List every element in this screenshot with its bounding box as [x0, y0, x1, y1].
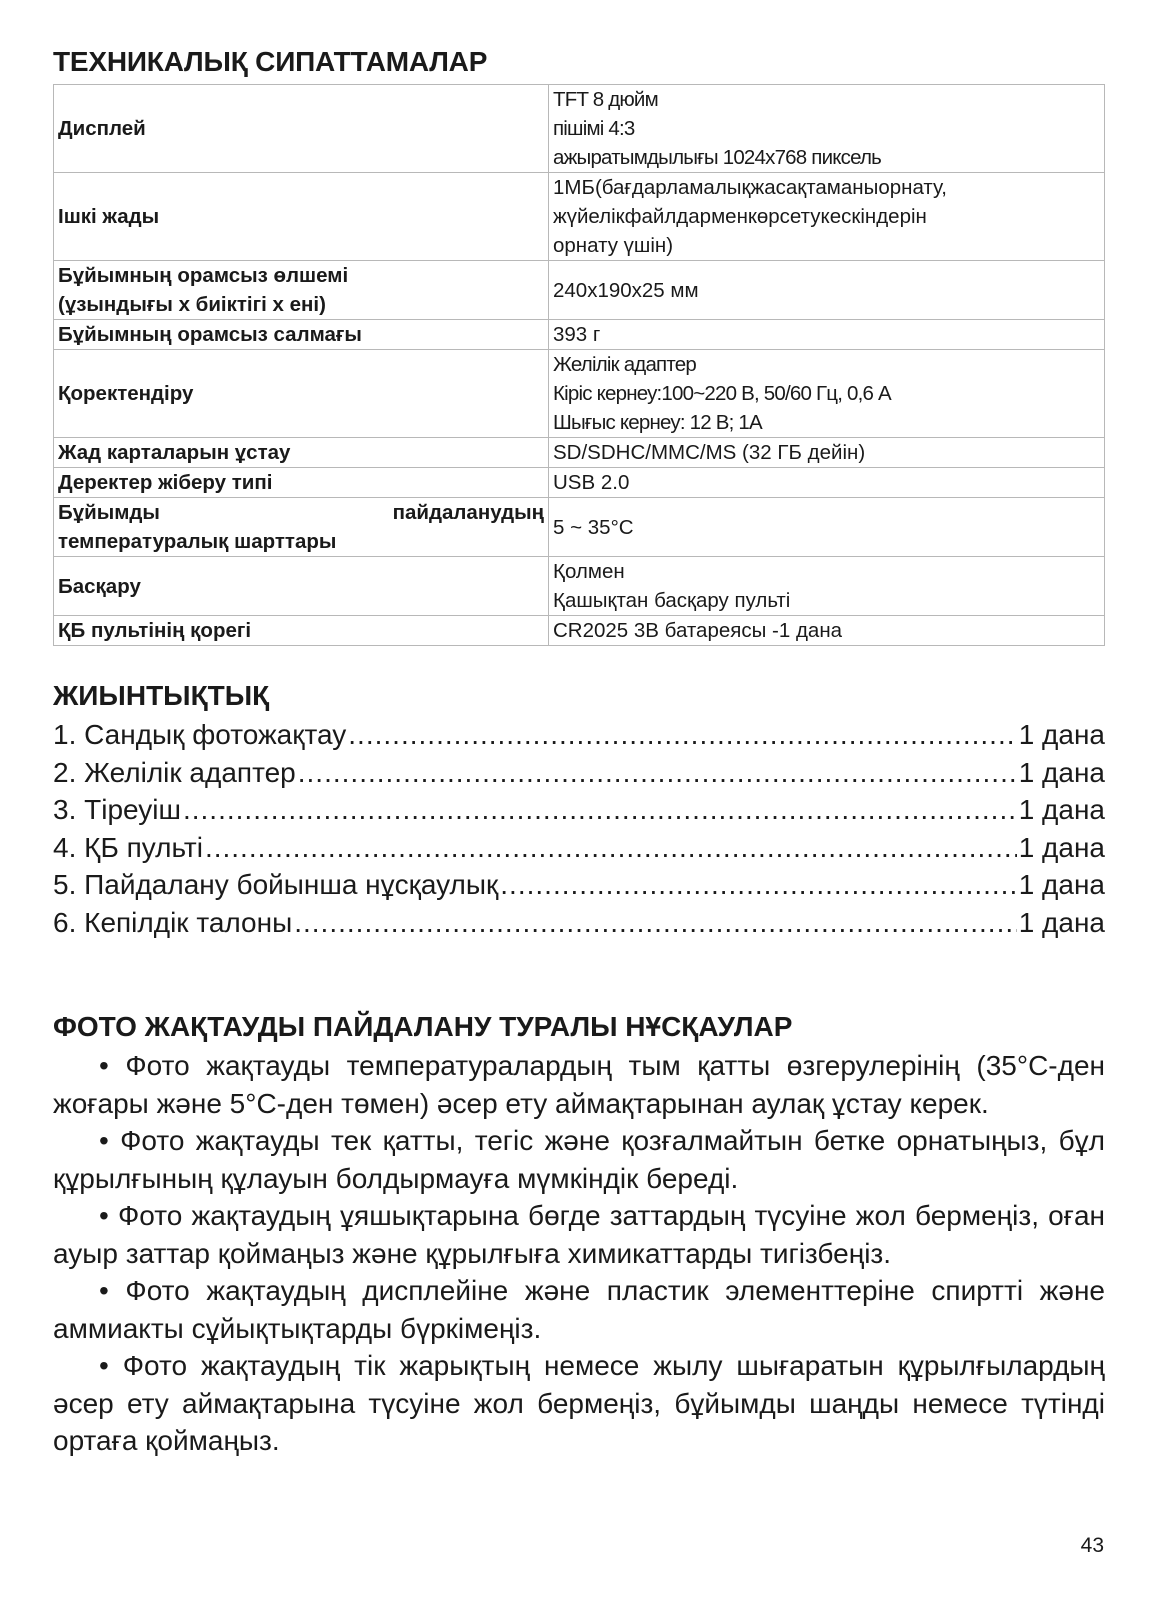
word: жүйелік — [553, 205, 625, 228]
word: жасақтаманы — [750, 176, 879, 199]
word: (бағдарламалық — [594, 176, 751, 199]
spec-row-control — [54, 557, 1105, 616]
leader-dots — [294, 904, 1016, 942]
spec-value-line — [553, 173, 1100, 202]
instruction-paragraph: • Фото жақтаудың дисплейіне және пластик элементтеріне спиртті және аммиакты сұйықтықтарды бүркімеңіз. — [53, 1275, 1105, 1344]
spec-value-line — [553, 202, 1100, 231]
word: пайдаланудың — [392, 501, 544, 524]
leader-dots — [183, 791, 1017, 829]
spec-key: Дисплей — [54, 85, 549, 173]
kit-item-qty: 1 дана — [1018, 831, 1105, 863]
spec-table — [53, 84, 1105, 646]
kit-item-qty: 1 дана — [1018, 756, 1105, 788]
spec-title: ТЕХНИКАЛЫҚ СИПАТТАМАЛАР — [53, 46, 488, 77]
instruction-paragraph: • Фото жақтауды тек қатты, тегіс және қозғалмайтын бетке орнатыңыз, бұл құрылғының құлауын болдырмауға мүмкіндік береді. — [53, 1125, 1105, 1194]
spec-value-line: Қолмен — [553, 560, 625, 583]
spec-value-line: пішімі 4:3 — [553, 117, 635, 140]
spec-value-line: Шығыс кернеу: 12 В; 1А — [553, 411, 762, 434]
kit-item — [53, 829, 1105, 867]
spec-row-memory — [54, 173, 1105, 261]
spec-value — [549, 350, 1105, 438]
spec-key-line — [58, 498, 544, 527]
leader-dots — [298, 754, 1017, 792]
word: файлдар — [624, 205, 712, 228]
kit-list — [53, 716, 1105, 941]
spec-row-remote-power — [54, 616, 1105, 646]
spec-value-line: Кіріс кернеу:100~220 В, 50/60 Гц, 0,6 А — [553, 382, 891, 405]
kit-item-qty: 1 дана — [1018, 794, 1105, 825]
kit-item-name: 5. Пайдалану бойынша нұсқаулық — [53, 869, 499, 900]
word: көрсету — [747, 205, 821, 228]
kit-item-qty: 1 дана — [1018, 719, 1105, 750]
spec-value-line: ажыратымдылығы 1024x768 пиксель — [553, 146, 882, 169]
word: кескіндерін — [820, 205, 927, 228]
instructions-title: ФОТО ЖАҚТАУДЫ ПАЙДАЛАНУ ТУРАЛЫ НҰСҚАУЛАР — [53, 1011, 793, 1042]
leader-dots — [348, 716, 1016, 754]
kit-item — [53, 866, 1105, 904]
spec-key — [54, 261, 549, 320]
spec-key: ҚБ пультінің қорегі — [54, 616, 549, 646]
spec-key: Басқару — [54, 557, 549, 616]
instruction-paragraph: • Фото жақтаудың тік жарықтың немесе жылу шығаратын құрылғылардың әсер ету аймақтарына түсуіне жол бермеңіз, бұйымды шаңды немесе түтінді ортаға қоймаңыз. — [53, 1350, 1105, 1456]
leader-dots — [205, 829, 1017, 867]
spec-value — [549, 85, 1105, 173]
spec-value-line: Қашықтан басқару пульті — [553, 589, 791, 612]
spec-value-line: TFT 8 дюйм — [553, 88, 658, 111]
instruction-paragraph: • Фото жақтаудың ұяшықтарына бөгде заттардың түсуіне жол бермеңіз, оған ауыр заттар қоймаңыз және құрылғыға химикаттарды тигізбеңіз. — [53, 1200, 1105, 1269]
word: мен — [711, 205, 748, 228]
kit-item-name: 4. ҚБ пульті — [53, 831, 203, 863]
kit-item-name: 3. Тіреуіш — [53, 794, 181, 825]
instruction-paragraph: • Фото жақтауды температуралардың тым қатты өзгерулерінің (35°С-ден жоғары және 5°С-ден төмен) әсер ету аймақтарынан аулақ ұстау керек. — [53, 1050, 1105, 1119]
page-number: 43 — [1080, 1534, 1104, 1557]
spec-value: CR2025 3В батареясы -1 дана — [549, 616, 1105, 646]
kit-item — [53, 904, 1105, 942]
spec-value: 5 ~ 35°C — [549, 498, 1105, 557]
spec-value — [549, 173, 1105, 261]
word: орнату, — [878, 176, 947, 199]
spec-value-line: орнату үшін) — [553, 234, 674, 257]
spec-key: Ішкі жады — [54, 173, 549, 261]
spec-key-line: (ұзындығы x биіктігі x ені) — [58, 293, 326, 316]
spec-key — [54, 498, 549, 557]
kit-item — [53, 754, 1105, 792]
spec-value: SD/SDHC/MMC/MS (32 ГБ дейін) — [549, 438, 1105, 468]
kit-item-qty: 1 дана — [1018, 906, 1105, 938]
spec-value-line: Желілік адаптер — [553, 353, 696, 376]
leader-dots — [500, 866, 1016, 904]
spec-value: 240x190x25 мм — [549, 261, 1105, 320]
spec-value: 393 г — [549, 320, 1105, 350]
page-content — [53, 40, 1105, 1460]
spec-key-line: температуралық шарттары — [58, 530, 337, 553]
spec-row-temperature — [54, 498, 1105, 557]
kit-item-qty: 1 дана — [1018, 869, 1105, 900]
spec-value — [549, 557, 1105, 616]
kit-item-name: 2. Желілік адаптер — [53, 756, 296, 788]
spec-key: Деректер жіберу типі — [54, 468, 549, 498]
spec-row-power — [54, 350, 1105, 438]
kit-item-name: 6. Кепілдік талоны — [53, 906, 293, 938]
spec-value: USB 2.0 — [549, 468, 1105, 498]
spec-key: Жад карталарын ұстау — [54, 438, 549, 468]
kit-item — [53, 791, 1105, 829]
kit-item — [53, 716, 1105, 754]
word: Бұйымды — [58, 501, 160, 524]
word: 1 — [553, 176, 565, 199]
spec-row-dimensions — [54, 261, 1105, 320]
word: МБ — [564, 176, 595, 199]
spec-row-weight — [54, 320, 1105, 350]
kit-title: ЖИЫНТЫҚТЫҚ — [53, 680, 270, 711]
kit-item-name: 1. Сандық фотожақтау — [53, 719, 347, 750]
spec-row-data-transfer — [54, 468, 1105, 498]
spec-key: Бұйымның орамсыз салмағы — [54, 320, 549, 350]
spec-row-memory-cards — [54, 438, 1105, 468]
spec-key: Қоректендіру — [54, 350, 549, 438]
spec-key-line: Бұйымның орамсыз өлшемі — [58, 264, 349, 287]
spec-row-display — [54, 85, 1105, 173]
